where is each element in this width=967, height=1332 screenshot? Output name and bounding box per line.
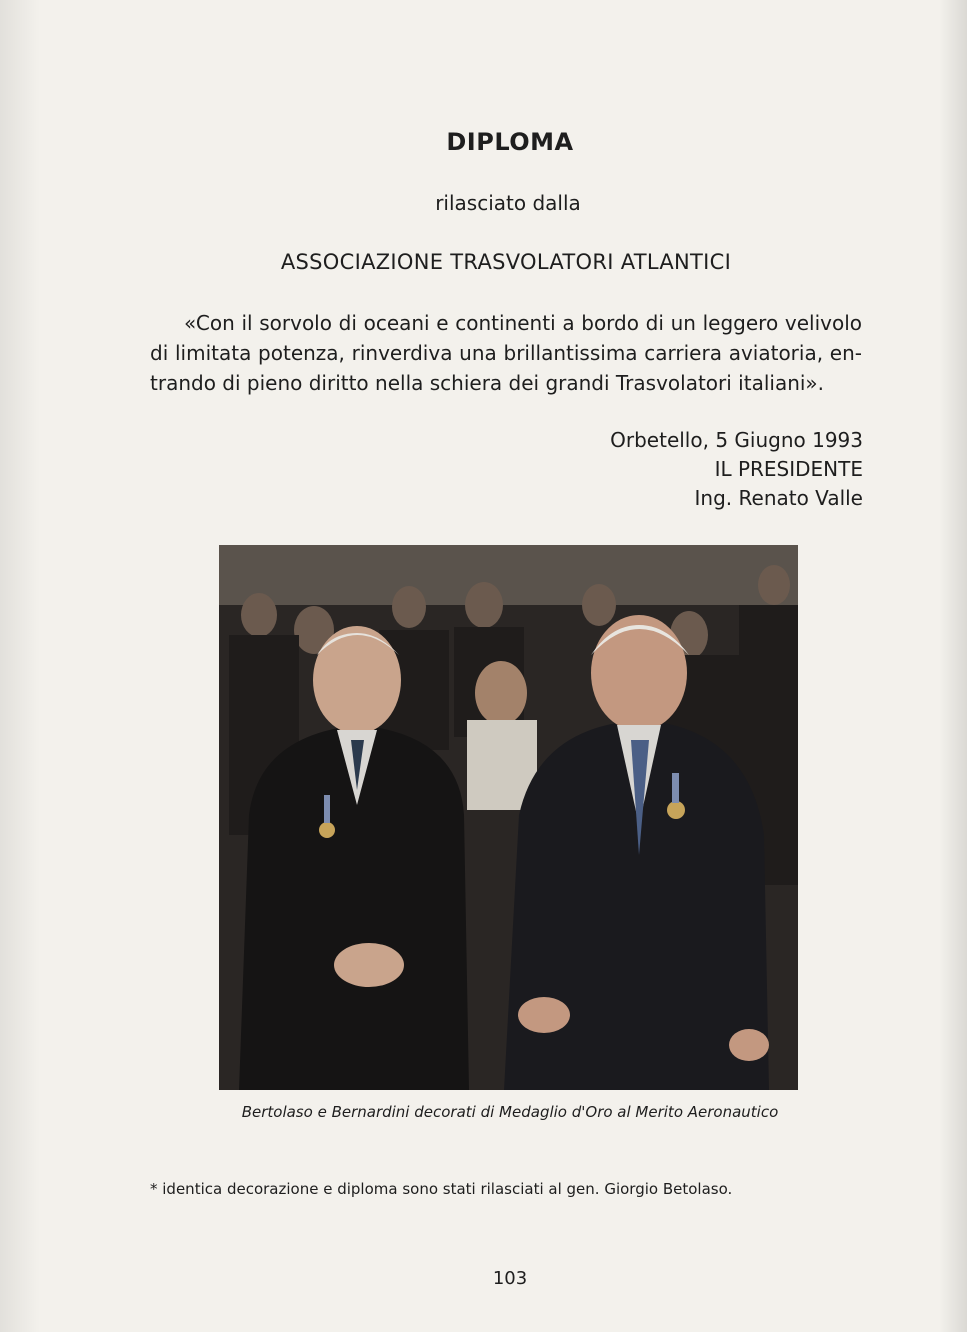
- diploma-quote: «Con il sorvolo di oceani e continenti a bordo di un leggero velivolo di limitata potenza, rinverdiva una brillantissima carriera aviatoria, en-trando di pieno diritto nella schiera dei grandi Trasvolatori italiani».: [150, 311, 862, 395]
- signature-place-date: Orbetello, 5 Giugno 1993: [610, 428, 863, 452]
- document-subtitle: rilasciato dalla: [435, 191, 581, 215]
- signature-role: IL PRESIDENTE: [714, 457, 863, 481]
- footnote: * identica decorazione e diploma sono stati rilasciati al gen. Giorgio Betolaso.: [150, 1180, 733, 1198]
- ceremony-photo: [219, 545, 798, 1090]
- signature-name: Ing. Renato Valle: [694, 486, 863, 510]
- document-title: DIPLOMA: [446, 128, 574, 156]
- photo-caption: Bertolaso e Bernardini decorati di Medaglio d'Oro al Merito Aeronautico: [241, 1103, 779, 1121]
- signature-block: [610, 426, 863, 513]
- association-name: ASSOCIAZIONE TRASVOLATORI ATLANTICI: [280, 250, 732, 274]
- ceremony-photo-illustration: [219, 545, 798, 1090]
- page-number: 103: [492, 1268, 528, 1289]
